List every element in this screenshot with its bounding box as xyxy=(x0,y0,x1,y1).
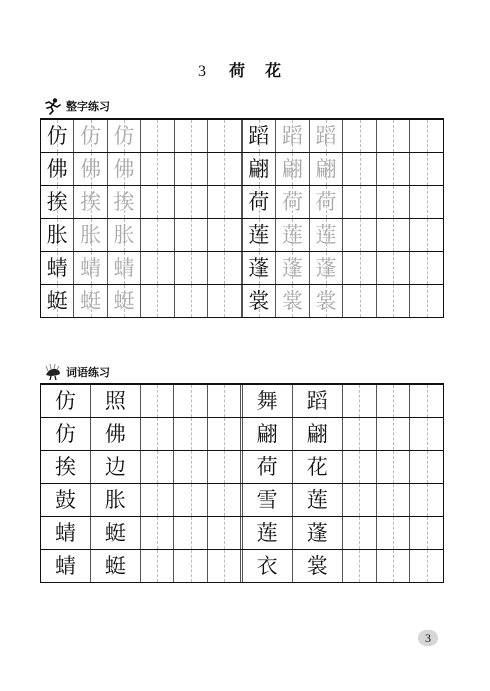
trace-character: 挨 xyxy=(80,189,102,214)
practice-half-left xyxy=(41,451,243,483)
practice-half-right xyxy=(243,219,444,251)
word-practice-grid xyxy=(40,383,444,583)
writing-cell[interactable] xyxy=(243,252,277,284)
writing-cell[interactable] xyxy=(243,120,277,152)
writing-cell[interactable] xyxy=(377,484,411,516)
writing-cell[interactable] xyxy=(208,285,241,317)
word-cell[interactable] xyxy=(41,385,91,417)
word-character: 仿 xyxy=(54,421,76,446)
practice-half-right xyxy=(243,252,444,284)
trace-character: 蜓 xyxy=(113,288,135,313)
trace-character: 佛 xyxy=(113,156,135,181)
practice-row xyxy=(41,153,443,186)
model-character: 荷 xyxy=(248,189,270,214)
writing-cell[interactable] xyxy=(377,186,411,218)
word-cell[interactable] xyxy=(91,550,141,582)
writing-cell[interactable] xyxy=(141,385,175,417)
word-cell[interactable] xyxy=(293,451,343,483)
writing-cell[interactable] xyxy=(310,285,344,317)
writing-cell[interactable] xyxy=(175,252,208,284)
writing-cell[interactable] xyxy=(141,550,175,582)
lesson-title-char: 荷 xyxy=(228,61,247,80)
trace-character: 胀 xyxy=(80,222,102,247)
writing-cell[interactable] xyxy=(74,186,107,218)
writing-cell[interactable] xyxy=(208,186,241,218)
section-label: 整字练习 xyxy=(66,100,110,113)
writing-cell[interactable] xyxy=(108,186,141,218)
word-character: 翩 xyxy=(306,421,328,446)
trace-character: 蜓 xyxy=(80,288,102,313)
word-character: 莲 xyxy=(256,520,278,545)
model-character: 佛 xyxy=(46,156,68,181)
word-character: 雪 xyxy=(256,487,278,512)
trace-character: 蹈 xyxy=(281,123,303,148)
writing-cell[interactable] xyxy=(208,484,242,516)
writing-cell[interactable] xyxy=(310,252,344,284)
trace-character: 荷 xyxy=(281,189,303,214)
trace-character: 裳 xyxy=(281,288,303,313)
word-cell[interactable] xyxy=(41,484,91,516)
trace-character: 挨 xyxy=(113,189,135,214)
writing-cell[interactable] xyxy=(74,120,107,152)
trace-character: 蹈 xyxy=(315,123,337,148)
practice-half-right xyxy=(243,418,444,450)
trace-character: 翩 xyxy=(281,156,303,181)
model-character: 蹈 xyxy=(248,123,270,148)
trace-character: 荷 xyxy=(315,189,337,214)
writing-cell[interactable] xyxy=(310,153,344,185)
writing-cell[interactable] xyxy=(74,252,107,284)
practice-half-left xyxy=(41,285,243,317)
word-cell[interactable] xyxy=(243,385,293,417)
practice-half-left xyxy=(41,186,243,218)
word-cell[interactable] xyxy=(91,517,141,549)
trace-character: 蜻 xyxy=(80,255,102,280)
writing-cell[interactable] xyxy=(41,153,74,185)
word-cell[interactable] xyxy=(41,550,91,582)
writing-cell[interactable] xyxy=(141,219,174,251)
writing-cell[interactable] xyxy=(410,517,443,549)
practice-half-right xyxy=(243,120,444,152)
writing-cell[interactable] xyxy=(410,219,443,251)
practice-row xyxy=(41,120,443,153)
word-cell[interactable] xyxy=(293,517,343,549)
writing-cell[interactable] xyxy=(276,252,310,284)
writing-cell[interactable] xyxy=(174,517,208,549)
word-character: 蜓 xyxy=(104,553,126,578)
writing-cell[interactable] xyxy=(410,153,443,185)
writing-cell[interactable] xyxy=(276,120,310,152)
model-character: 裳 xyxy=(248,288,270,313)
practice-row xyxy=(41,517,443,550)
writing-cell[interactable] xyxy=(377,517,411,549)
writing-cell[interactable] xyxy=(208,120,241,152)
practice-half-right xyxy=(243,186,444,218)
practice-row xyxy=(41,550,443,583)
writing-cell[interactable] xyxy=(343,285,377,317)
practice-half-left xyxy=(41,385,243,417)
writing-cell[interactable] xyxy=(141,451,175,483)
word-character: 舞 xyxy=(256,388,278,413)
practice-row xyxy=(41,285,443,318)
word-cell[interactable] xyxy=(243,517,293,549)
writing-cell[interactable] xyxy=(141,153,174,185)
runner-icon xyxy=(44,97,62,115)
writing-cell[interactable] xyxy=(410,186,443,218)
practice-half-right xyxy=(243,517,444,549)
trace-character: 莲 xyxy=(281,222,303,247)
writing-cell[interactable] xyxy=(74,153,107,185)
practice-half-right xyxy=(243,385,444,417)
practice-half-left xyxy=(41,219,243,251)
writing-cell[interactable] xyxy=(41,120,74,152)
writing-cell[interactable] xyxy=(175,120,208,152)
trace-character: 裳 xyxy=(315,288,337,313)
writing-cell[interactable] xyxy=(343,550,377,582)
writing-cell[interactable] xyxy=(377,385,411,417)
practice-half-right xyxy=(243,153,444,185)
writing-cell[interactable] xyxy=(175,186,208,218)
writing-cell[interactable] xyxy=(377,120,411,152)
practice-half-right xyxy=(243,484,444,516)
model-character: 蜓 xyxy=(46,288,68,313)
writing-cell[interactable] xyxy=(174,385,208,417)
writing-cell[interactable] xyxy=(108,120,141,152)
writing-cell[interactable] xyxy=(377,285,411,317)
writing-cell[interactable] xyxy=(208,219,241,251)
lesson-title xyxy=(0,58,490,81)
writing-cell[interactable] xyxy=(243,186,277,218)
writing-cell[interactable] xyxy=(108,153,141,185)
word-character: 蜻 xyxy=(54,520,76,545)
word-cell[interactable] xyxy=(41,517,91,549)
word-character: 蜓 xyxy=(104,520,126,545)
model-character: 莲 xyxy=(248,222,270,247)
word-cell[interactable] xyxy=(243,451,293,483)
writing-cell[interactable] xyxy=(141,517,175,549)
trace-character: 蓬 xyxy=(315,255,337,280)
writing-cell[interactable] xyxy=(108,252,141,284)
word-cell[interactable] xyxy=(243,418,293,450)
word-character: 衣 xyxy=(256,553,278,578)
word-cell[interactable] xyxy=(293,385,343,417)
writing-cell[interactable] xyxy=(41,252,74,284)
writing-cell[interactable] xyxy=(41,186,74,218)
practice-half-right xyxy=(243,285,444,317)
writing-cell[interactable] xyxy=(174,418,208,450)
writing-cell[interactable] xyxy=(74,285,107,317)
writing-cell[interactable] xyxy=(175,285,208,317)
writing-cell[interactable] xyxy=(208,517,242,549)
writing-cell[interactable] xyxy=(141,186,174,218)
writing-cell[interactable] xyxy=(343,484,377,516)
writing-cell[interactable] xyxy=(175,219,208,251)
trace-character: 胀 xyxy=(113,222,135,247)
practice-half-left xyxy=(41,418,243,450)
writing-cell[interactable] xyxy=(208,153,241,185)
bird-icon xyxy=(44,363,62,381)
writing-cell[interactable] xyxy=(343,252,377,284)
practice-row xyxy=(41,186,443,219)
writing-cell[interactable] xyxy=(243,153,277,185)
writing-cell[interactable] xyxy=(174,484,208,516)
writing-cell[interactable] xyxy=(377,418,411,450)
word-cell[interactable] xyxy=(243,484,293,516)
word-cell[interactable] xyxy=(293,550,343,582)
writing-cell[interactable] xyxy=(208,550,242,582)
writing-cell[interactable] xyxy=(141,285,174,317)
model-character: 仿 xyxy=(46,123,68,148)
word-cell[interactable] xyxy=(293,484,343,516)
word-character: 莲 xyxy=(306,487,328,512)
writing-cell[interactable] xyxy=(108,219,141,251)
model-character: 胀 xyxy=(46,222,68,247)
word-character: 仿 xyxy=(54,388,76,413)
section-header-character-practice xyxy=(44,96,110,116)
word-cell[interactable] xyxy=(91,484,141,516)
character-practice-grid xyxy=(40,118,444,318)
practice-row xyxy=(41,451,443,484)
model-character: 翩 xyxy=(248,156,270,181)
writing-cell[interactable] xyxy=(343,186,377,218)
writing-cell[interactable] xyxy=(377,550,411,582)
writing-cell[interactable] xyxy=(343,385,377,417)
writing-cell[interactable] xyxy=(410,252,443,284)
practice-half-left xyxy=(41,153,243,185)
writing-cell[interactable] xyxy=(243,285,277,317)
trace-character: 蓬 xyxy=(281,255,303,280)
word-character: 照 xyxy=(104,388,126,413)
writing-cell[interactable] xyxy=(343,219,377,251)
writing-cell[interactable] xyxy=(276,153,310,185)
writing-cell[interactable] xyxy=(343,418,377,450)
writing-cell[interactable] xyxy=(343,120,377,152)
trace-character: 翩 xyxy=(315,156,337,181)
practice-row xyxy=(41,418,443,451)
writing-cell[interactable] xyxy=(141,418,175,450)
word-character: 蹈 xyxy=(306,388,328,413)
trace-character: 佛 xyxy=(80,156,102,181)
word-character: 胀 xyxy=(104,487,126,512)
writing-cell[interactable] xyxy=(108,285,141,317)
word-cell[interactable] xyxy=(41,418,91,450)
word-character: 荷 xyxy=(256,454,278,479)
practice-half-right xyxy=(243,550,444,582)
lesson-number: 3 xyxy=(197,63,208,80)
writing-cell[interactable] xyxy=(410,418,443,450)
writing-cell[interactable] xyxy=(208,451,242,483)
writing-cell[interactable] xyxy=(410,285,443,317)
word-character: 挨 xyxy=(54,454,76,479)
practice-half-left xyxy=(41,252,243,284)
word-cell[interactable] xyxy=(91,451,141,483)
word-character: 蜻 xyxy=(54,553,76,578)
writing-cell[interactable] xyxy=(41,285,74,317)
model-character: 蓬 xyxy=(248,255,270,280)
writing-cell[interactable] xyxy=(377,451,411,483)
writing-cell[interactable] xyxy=(208,385,242,417)
trace-character: 蜻 xyxy=(113,255,135,280)
writing-cell[interactable] xyxy=(410,385,443,417)
section-header-word-practice xyxy=(44,362,110,382)
word-character: 佛 xyxy=(104,421,126,446)
practice-half-left xyxy=(41,550,243,582)
writing-cell[interactable] xyxy=(377,153,411,185)
writing-cell[interactable] xyxy=(410,120,443,152)
writing-cell[interactable] xyxy=(174,550,208,582)
writing-cell[interactable] xyxy=(243,219,277,251)
writing-cell[interactable] xyxy=(276,285,310,317)
word-character: 鼓 xyxy=(54,487,76,512)
word-character: 翩 xyxy=(256,421,278,446)
word-cell[interactable] xyxy=(91,385,141,417)
practice-row xyxy=(41,252,443,285)
writing-cell[interactable] xyxy=(343,153,377,185)
writing-cell[interactable] xyxy=(410,451,443,483)
practice-row xyxy=(41,385,443,418)
word-cell[interactable] xyxy=(243,550,293,582)
word-cell[interactable] xyxy=(293,418,343,450)
lesson-title-char: 花 xyxy=(265,61,284,80)
section-label: 词语练习 xyxy=(66,366,110,379)
writing-cell[interactable] xyxy=(74,219,107,251)
writing-cell[interactable] xyxy=(174,451,208,483)
writing-cell[interactable] xyxy=(276,186,310,218)
word-cell[interactable] xyxy=(41,451,91,483)
writing-cell[interactable] xyxy=(208,418,242,450)
trace-character: 莲 xyxy=(315,222,337,247)
practice-half-left xyxy=(41,484,243,516)
trace-character: 仿 xyxy=(80,123,102,148)
word-character: 蓬 xyxy=(306,520,328,545)
writing-cell[interactable] xyxy=(377,252,411,284)
word-cell[interactable] xyxy=(91,418,141,450)
writing-cell[interactable] xyxy=(343,517,377,549)
writing-cell[interactable] xyxy=(208,252,241,284)
word-character: 边 xyxy=(104,454,126,479)
practice-row xyxy=(41,484,443,517)
writing-cell[interactable] xyxy=(175,153,208,185)
writing-cell[interactable] xyxy=(310,186,344,218)
practice-half-left xyxy=(41,517,243,549)
practice-half-right xyxy=(243,451,444,483)
writing-cell[interactable] xyxy=(141,252,174,284)
writing-cell[interactable] xyxy=(310,120,344,152)
model-character: 挨 xyxy=(46,189,68,214)
writing-cell[interactable] xyxy=(410,484,443,516)
practice-row xyxy=(41,219,443,252)
writing-cell[interactable] xyxy=(276,219,310,251)
practice-half-left xyxy=(41,120,243,152)
model-character: 蜻 xyxy=(46,255,68,280)
writing-cell[interactable] xyxy=(343,451,377,483)
page-number: 3 xyxy=(418,630,438,646)
word-character: 裳 xyxy=(306,553,328,578)
writing-cell[interactable] xyxy=(141,484,175,516)
trace-character: 仿 xyxy=(113,123,135,148)
writing-cell[interactable] xyxy=(141,120,174,152)
writing-cell[interactable] xyxy=(310,219,344,251)
writing-cell[interactable] xyxy=(41,219,74,251)
writing-cell[interactable] xyxy=(377,219,411,251)
writing-cell[interactable] xyxy=(410,550,443,582)
word-character: 花 xyxy=(306,454,328,479)
